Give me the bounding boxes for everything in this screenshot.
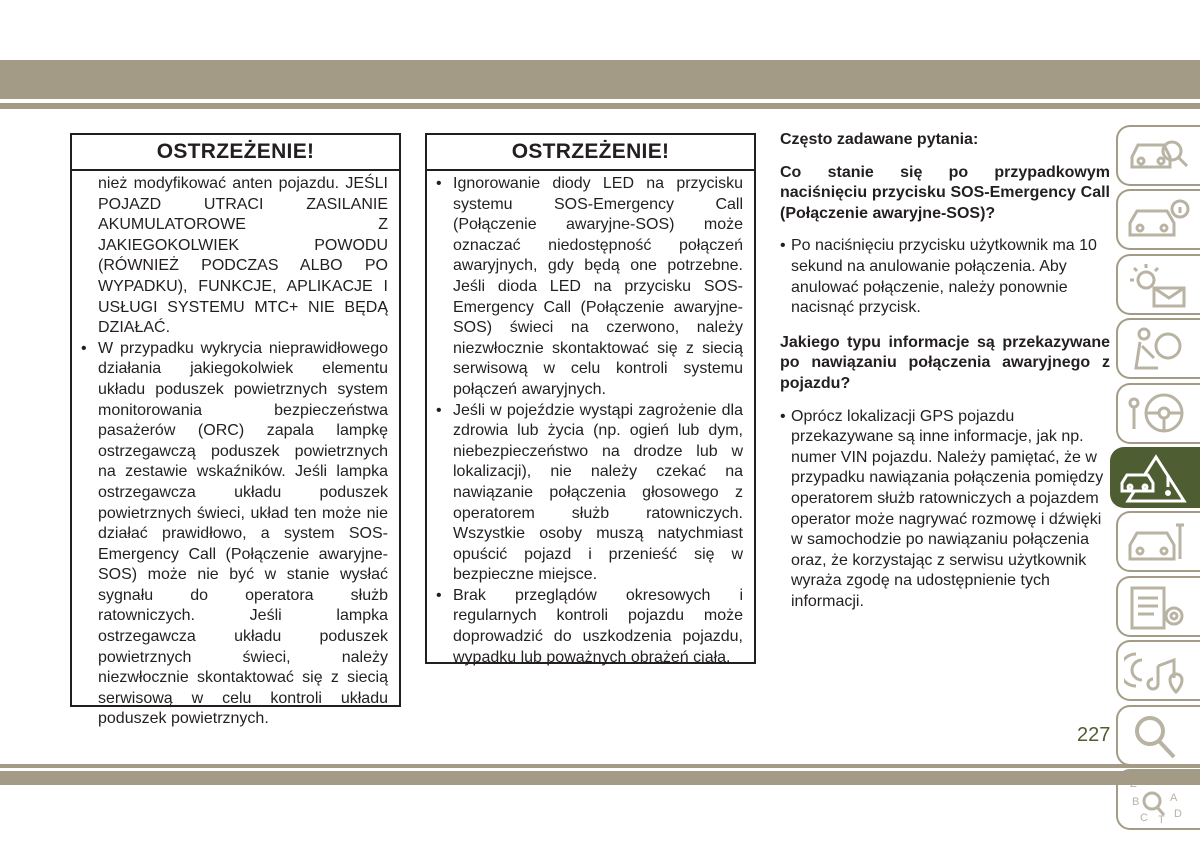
warning-box-left xyxy=(70,133,401,728)
magnifier-icon xyxy=(1124,711,1194,763)
warning-bullet: • Ignorowanie diody LED na przycisku systemu SOS-Emergency Call (Połączenie awaryjne-SOS) może oznaczać niedostępność połączeń awaryjnych, gdy będą one potrzebne. Jeśli dioda LED na przycisku SOS-Emergency Call (Połączenie awaryjne-SOS) świeci na czerwono, należy niezwłocznie skontaktować się z siecią serwisową w celu kontroli systemu połączeń awaryjnych. xyxy=(431,174,743,401)
tab-specifications[interactable] xyxy=(1116,576,1200,637)
top-decorative-line xyxy=(0,103,1200,109)
faq-question: Jakiego typu informacje są przekazywane po nawiązaniu połączenia awaryjnego z pojazdu? xyxy=(780,333,1110,392)
top-decorative-band xyxy=(0,60,1200,99)
car-search-icon xyxy=(1124,131,1194,183)
faq-heading: Często zadawane pytania: xyxy=(780,131,979,148)
tab-index[interactable] xyxy=(1116,705,1200,766)
svg-text:C: C xyxy=(1140,811,1148,824)
svg-text:A: A xyxy=(1170,791,1178,804)
warning-continuation-text: nież modyfikować anten pojazdu. JEŚLI POJAZD UTRACI ZASILANIE AKUMULATOROWE Z JAKIEGOKOLWIEK POWODU (RÓWNIEŻ PODCZAS ALBO PO WYPADKU), FUNKCJE, APLIKACJE I USŁUGI SYSTEMU MTC+ NIE BĘDĄ DZIAŁAĆ. xyxy=(98,175,388,337)
faq-answer: • Po naciśnięciu przycisku użytkownik ma 10 sekund na anulowanie połączenia. Aby anulować połączenie, należy ponownie nacisnąć przycisk. xyxy=(780,236,1110,318)
tab-emergency[interactable] xyxy=(1110,447,1200,508)
car-service-icon xyxy=(1124,517,1194,569)
tab-car-search[interactable] xyxy=(1116,125,1200,186)
faq-section xyxy=(780,130,1110,626)
car-info-icon xyxy=(1124,195,1194,247)
warning-bullet: • Jeśli w pojeździe wystąpi zagrożenie dla zdrowia lub życia (np. ogień lub dym, niebezpieczeństwo na drodze lub w lokalizacji), nie należy czekać na nawiązanie połączenia głosowego z operatorem służb ratowniczych. Wszystkie osoby muszą natychmiast opuścić pojazd i przenieść się w bezpieczne miejsce. xyxy=(431,401,743,586)
multimedia-nav-icon xyxy=(1124,646,1194,698)
specs-gear-icon xyxy=(1124,582,1194,634)
airbag-seat-icon xyxy=(1124,324,1194,376)
warning-bullet-list xyxy=(76,339,388,730)
warning-body xyxy=(72,171,399,730)
tab-lights-messages[interactable] xyxy=(1116,254,1200,315)
warning-bullet: • W przypadku wykrycia nieprawidłowego działania jakiegokolwiek elementu układu poduszek powietrznych system monitorowania bezpieczeństwa pasażerów (ORC) zapala lampkę ostrzegawczą poduszek powietrznych na zestawie wskaźników. Jeśli lampka ostrzegawcza układu poduszek powietrznych świeci, układ ten może nie działać prawidłowo, a system SOS-Emergency Call (Połączenie awaryjne-SOS) może nie być w stanie wysłać sygnału do operatora służb ratowniczych. Jeśli lampka ostrzegawcza układu poduszek powietrznych świeci, należy niezwłocznie skontaktować się z siecią serwisową w celu kontroli układu poduszek powietrznych. xyxy=(76,339,388,730)
faq-answer: • Oprócz lokalizacji GPS pojazdu przekazywane są inne informacje, jak np. numer VIN pojazdu. Należy pamiętać, że w przypadku nawiązania połączenia pomiędzy operatorem służb ratowniczych a pojazdem operator może nagrywać rozmowę i dźwięki w samochodzie po nawiązaniu połączenia oraz, że korzystając z serwisu użytkownik wyraża zgodę na udostępnienie tych informacji. xyxy=(780,407,1110,613)
warning-box-middle xyxy=(425,133,756,664)
warning-body xyxy=(427,171,754,668)
bottom-decorative-line xyxy=(0,764,1200,768)
bottom-decorative-band xyxy=(0,771,1200,785)
warning-bullet: • Brak przeglądów okresowych i regularnych kontroli pojazdu może doprowadzić do uszkodzenia pojazdu, wypadku lub poważnych obrażeń ciała. xyxy=(431,586,743,668)
tab-starting-driving[interactable] xyxy=(1116,383,1200,444)
svg-text:T: T xyxy=(1158,813,1165,826)
page-number: 227 xyxy=(1077,724,1111,746)
faq-answer-list xyxy=(780,407,1110,613)
light-message-icon xyxy=(1124,260,1194,312)
tab-safety[interactable] xyxy=(1116,318,1200,379)
warning-title: OSTRZEŻENIE! xyxy=(427,135,754,171)
svg-text:D: D xyxy=(1174,807,1182,820)
faq-question: Co stanie się po przypadkowym naciśnięciu przycisku SOS-Emergency Call (Połączenie awaryjne-SOS)? xyxy=(780,163,1110,222)
faq-answer-list xyxy=(780,236,1110,318)
car-warning-icon xyxy=(1118,453,1194,505)
tab-multimedia[interactable] xyxy=(1116,640,1200,701)
warning-bullet-list xyxy=(431,174,743,668)
warning-title: OSTRZEŻENIE! xyxy=(72,135,399,171)
svg-text:B: B xyxy=(1132,795,1140,808)
section-tabs xyxy=(1110,125,1200,833)
steering-wheel-key-icon xyxy=(1124,389,1194,441)
tab-car-info[interactable] xyxy=(1116,189,1200,250)
tab-service[interactable] xyxy=(1116,511,1200,572)
